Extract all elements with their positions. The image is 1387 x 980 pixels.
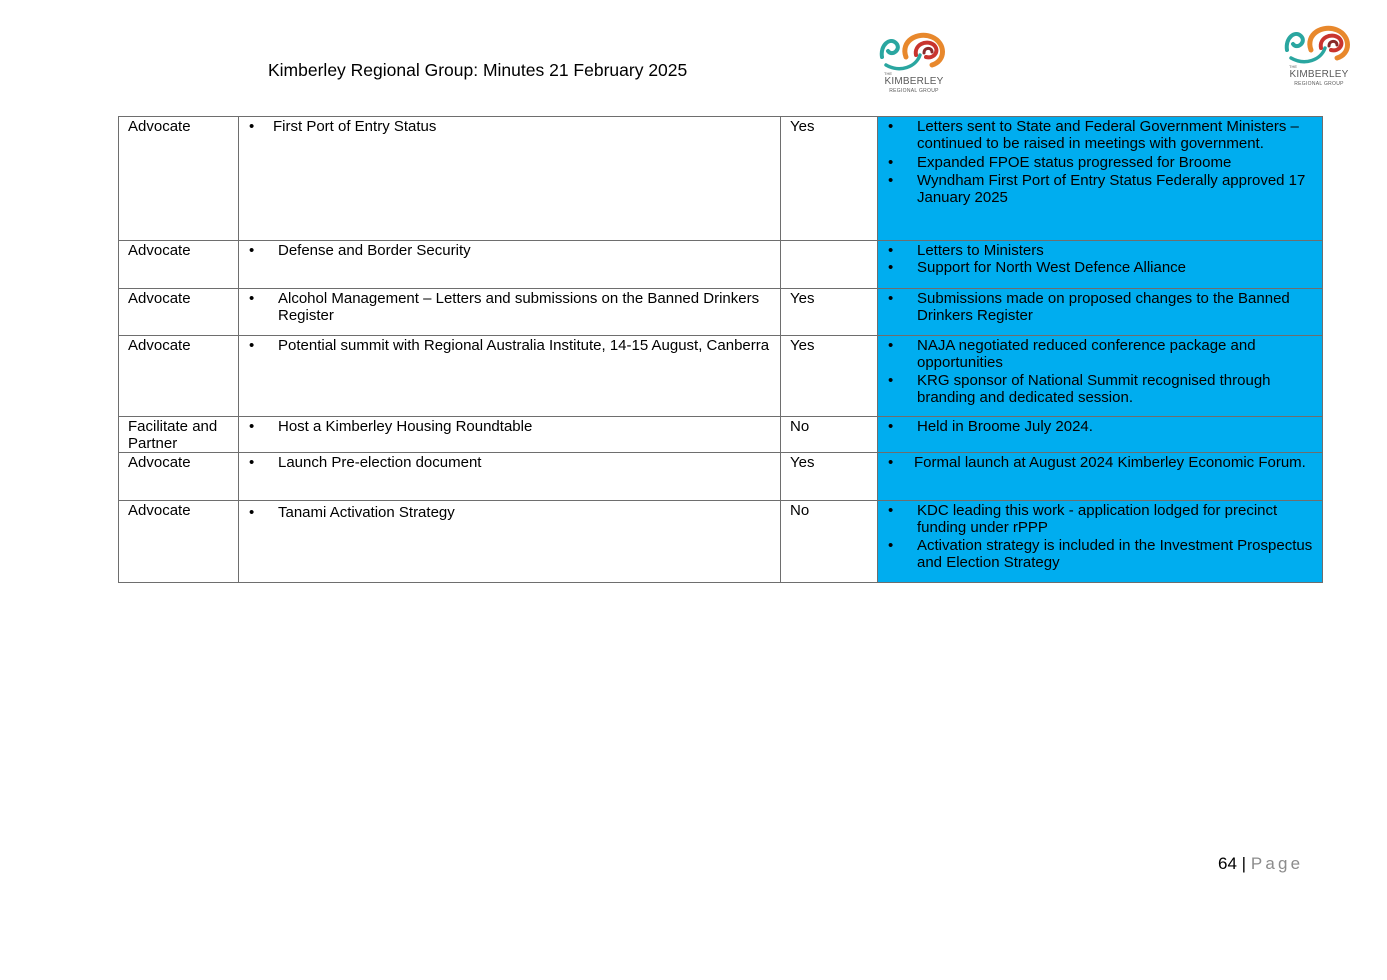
kimberley-logo	[876, 27, 952, 107]
list-item: • Letters to Ministers	[887, 242, 1314, 259]
table-row	[119, 501, 1323, 583]
status-cell	[878, 453, 1323, 501]
supported-cell: No	[781, 417, 878, 453]
list-item: • First Port of Entry Status	[248, 118, 772, 135]
table-row	[119, 453, 1323, 501]
status-cell	[878, 289, 1323, 336]
list-item: • NAJA negotiated reduced conference package and opportunities	[887, 337, 1314, 371]
item-cell	[239, 453, 781, 501]
list-item: • Potential summit with Regional Australia Institute, 14-15 August, Canberra	[248, 337, 772, 354]
supported-cell	[781, 241, 878, 289]
action-cell: Advocate	[119, 453, 239, 501]
action-cell: Advocate	[119, 501, 239, 583]
status-cell	[878, 336, 1323, 417]
table-row	[119, 117, 1323, 241]
item-cell	[239, 501, 781, 583]
table-row	[119, 417, 1323, 453]
table-row	[119, 289, 1323, 336]
status-cell	[878, 417, 1323, 453]
list-item: • KRG sponsor of National Summit recognised through branding and dedicated session.	[887, 372, 1314, 406]
kimberley-swirl-icon	[1281, 20, 1357, 68]
page-number-value: 64	[1218, 854, 1237, 873]
list-item: • Expanded FPOE status progressed for Broome	[887, 154, 1314, 171]
supported-cell: No	[781, 501, 878, 583]
supported-cell: Yes	[781, 289, 878, 336]
list-item: • Support for North West Defence Alliance	[887, 259, 1314, 276]
logo-the-label: THE	[1289, 64, 1297, 69]
action-cell: Advocate	[119, 289, 239, 336]
item-cell	[239, 117, 781, 241]
logo-name-label: KIMBERLEY	[884, 76, 944, 87]
logo-name-label: KIMBERLEY	[1289, 69, 1349, 80]
list-item: • Activation strategy is included in the Investment Prospectus and Election Strategy	[887, 537, 1314, 571]
table-row	[119, 336, 1323, 417]
list-item: • Tanami Activation Strategy	[248, 504, 772, 521]
list-item: • Held in Broome July 2024.	[887, 418, 1314, 435]
kimberley-logo-secondary	[1281, 20, 1357, 100]
page-number	[1218, 854, 1303, 874]
list-item: • Letters sent to State and Federal Government Ministers – continued to be raised in meetings with government.	[887, 118, 1314, 152]
action-cell: Advocate	[119, 117, 239, 241]
action-cell: Advocate	[119, 336, 239, 417]
logo-sub-label: REGIONAL GROUP	[889, 88, 939, 94]
item-cell	[239, 336, 781, 417]
supported-cell: Yes	[781, 117, 878, 241]
list-item: • Formal launch at August 2024 Kimberley Economic Forum.	[887, 454, 1314, 471]
status-cell	[878, 117, 1323, 241]
kimberley-swirl-icon	[876, 27, 952, 75]
supported-cell: Yes	[781, 336, 878, 417]
item-cell	[239, 241, 781, 289]
list-item: • Defense and Border Security	[248, 242, 772, 259]
status-cell	[878, 501, 1323, 583]
list-item: • Wyndham First Port of Entry Status Federally approved 17 January 2025	[887, 172, 1314, 206]
action-cell: Advocate	[119, 241, 239, 289]
page-number-separator: |	[1241, 854, 1247, 873]
supported-cell: Yes	[781, 453, 878, 501]
list-item: • Alcohol Management – Letters and submissions on the Banned Drinkers Register	[248, 290, 772, 324]
list-item: • Submissions made on proposed changes to the Banned Drinkers Register	[887, 290, 1314, 324]
status-cell	[878, 241, 1323, 289]
action-cell: Facilitate and Partner	[119, 417, 239, 453]
logo-sub-label: REGIONAL GROUP	[1294, 81, 1344, 87]
page-label: Page	[1250, 854, 1304, 873]
document-title: Kimberley Regional Group: Minutes 21 February 2025	[268, 60, 688, 80]
item-cell	[239, 289, 781, 336]
table-row	[119, 241, 1323, 289]
minutes-table	[118, 116, 1323, 583]
list-item: • KDC leading this work - application lodged for precinct funding under rPPP	[887, 502, 1314, 536]
item-cell	[239, 417, 781, 453]
list-item: • Host a Kimberley Housing Roundtable	[248, 418, 772, 435]
list-item: • Launch Pre-election document	[248, 454, 772, 471]
logo-the-label: THE	[884, 71, 892, 76]
